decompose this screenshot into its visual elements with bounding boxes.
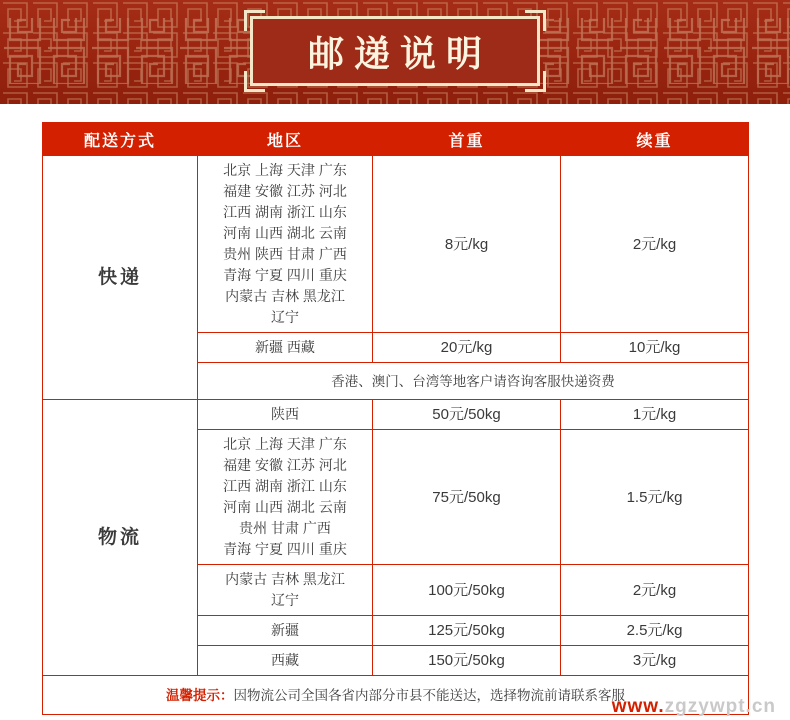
extra-weight-fee: 2元/kg [561,565,749,616]
region-list: 北京 上海 天津 广东 福建 安徽 江苏 河北 江西 湖南 浙江 山东 河南 山西 湖北 云南 贵州 陕西 甘肃 广西 青海 宁夏 四川 重庆 内蒙古 吉林 黑龙江 辽宁 [198,156,373,333]
method-label-express: 快递 [43,156,198,400]
column-header-method: 配送方式 [43,123,198,156]
table-row [43,400,749,430]
first-weight-fee: 150元/50kg [373,646,561,676]
frame-corner-top-left-icon [244,10,265,31]
shipping-table-container [0,104,790,715]
table-header-row [43,123,749,156]
extra-weight-fee: 3元/kg [561,646,749,676]
extra-weight-fee: 10元/kg [561,333,749,363]
page-header-banner [0,0,790,104]
first-weight-fee: 8元/kg [373,156,561,333]
tip-text: 因物流公司全国各省内部分市县不能送达，选择物流前请联系客服 [233,687,625,703]
first-weight-fee: 20元/kg [373,333,561,363]
extra-weight-fee: 2元/kg [561,156,749,333]
column-header-first-weight: 首重 [373,123,561,156]
region-list: 陕西 [198,400,373,430]
extra-weight-fee: 2.5元/kg [561,616,749,646]
region-list: 新疆 [198,616,373,646]
column-header-extra-weight: 续重 [561,123,749,156]
tip-label: 温馨提示： [166,687,234,703]
site-watermark [612,696,776,718]
page-title: 邮递说明 [307,32,492,75]
extra-weight-fee: 1元/kg [561,400,749,430]
express-note-text: 香港、澳门、台湾等地客户请咨询客服快递资费 [198,363,749,400]
frame-corner-top-right-icon [525,10,546,31]
region-list: 内蒙古 吉林 黑龙江 辽宁 [198,565,373,616]
watermark-prefix: www. [611,696,665,717]
extra-weight-fee: 1.5元/kg [561,430,749,565]
shipping-fee-table [42,122,749,715]
first-weight-fee: 75元/50kg [373,430,561,565]
frame-corner-bottom-right-icon [525,71,546,92]
region-list: 北京 上海 天津 广东 福建 安徽 江苏 河北 江西 湖南 浙江 山东 河南 山西 湖北 云南 贵州 甘肃 广西 青海 宁夏 四川 重庆 [198,430,373,565]
method-label-logistics: 物流 [43,400,198,676]
first-weight-fee: 50元/50kg [373,400,561,430]
first-weight-fee: 100元/50kg [373,565,561,616]
table-row [43,156,749,333]
region-list: 西藏 [198,646,373,676]
banner-title-frame [250,16,540,86]
frame-corner-bottom-left-icon [244,71,265,92]
first-weight-fee: 125元/50kg [373,616,561,646]
watermark-domain: zgzywpt.cn [664,696,776,717]
region-list: 新疆 西藏 [198,333,373,363]
column-header-region: 地区 [198,123,373,156]
